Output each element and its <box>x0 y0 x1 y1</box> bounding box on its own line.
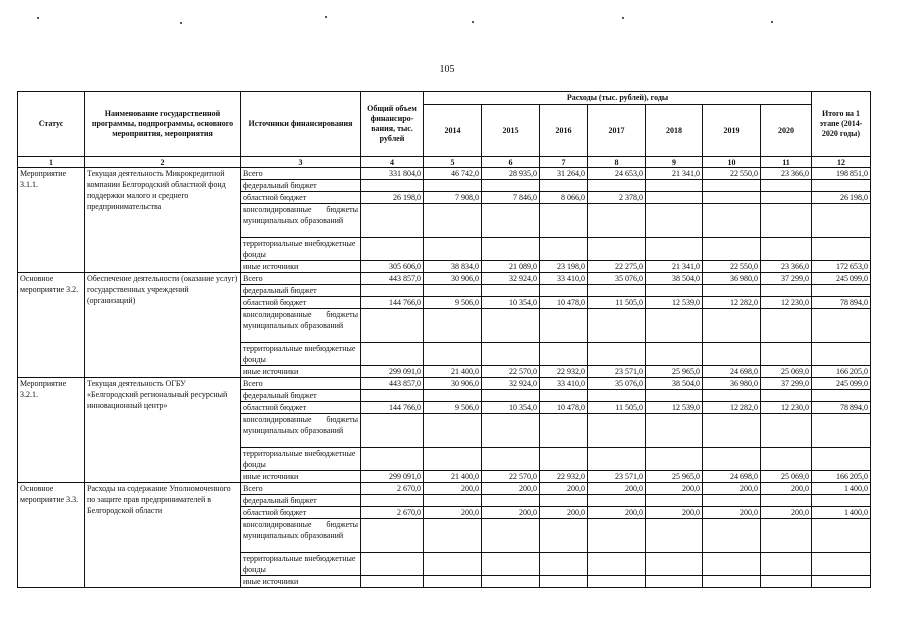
year-value-cell: 36 980,0 <box>703 273 761 285</box>
year-value-cell <box>588 576 646 588</box>
column-number: 9 <box>646 157 703 168</box>
year-value-cell: 200,0 <box>540 483 588 495</box>
year-value-cell: 21 341,0 <box>646 261 703 273</box>
budget-table-wrapper <box>17 91 871 588</box>
source-federal-cell: федеральный бюджет <box>241 495 361 507</box>
source-municipal-cell: консолидированные бюджеты муниципальных образований <box>241 204 361 238</box>
column-number: 10 <box>703 157 761 168</box>
year-value-cell: 12 230,0 <box>761 402 812 414</box>
total-value-cell <box>361 519 424 553</box>
source-territorial-cell: территориальные внебюджетные фонды <box>241 448 361 471</box>
year-value-cell <box>703 390 761 402</box>
column-number: 2 <box>85 157 241 168</box>
itogo-value-cell <box>812 519 871 553</box>
header-year: 2017 <box>588 105 646 157</box>
year-value-cell: 200,0 <box>761 483 812 495</box>
year-value-cell: 200,0 <box>588 507 646 519</box>
year-value-cell: 25 965,0 <box>646 471 703 483</box>
status-cell: Мероприятие 3.1.1. <box>18 168 85 273</box>
column-number: 5 <box>424 157 482 168</box>
year-value-cell <box>761 238 812 261</box>
year-value-cell: 35 076,0 <box>588 378 646 390</box>
year-value-cell: 10 354,0 <box>482 402 540 414</box>
source-vsego-cell: Всего <box>241 378 361 390</box>
itogo-value-cell <box>812 204 871 238</box>
year-value-cell <box>482 390 540 402</box>
source-vsego-cell: Всего <box>241 168 361 180</box>
year-value-cell: 10 354,0 <box>482 297 540 309</box>
total-value-cell <box>361 238 424 261</box>
year-value-cell <box>424 448 482 471</box>
source-oblast-cell: областной бюджет <box>241 507 361 519</box>
year-value-cell: 12 539,0 <box>646 297 703 309</box>
year-value-cell: 12 230,0 <box>761 297 812 309</box>
total-value-cell <box>361 414 424 448</box>
year-value-cell <box>424 495 482 507</box>
year-value-cell: 2 378,0 <box>588 192 646 204</box>
table-row <box>18 168 871 180</box>
total-value-cell <box>361 285 424 297</box>
year-value-cell: 33 410,0 <box>540 273 588 285</box>
scan-speck <box>37 17 39 19</box>
year-value-cell <box>761 204 812 238</box>
itogo-value-cell: 245 099,0 <box>812 273 871 285</box>
source-federal-cell: федеральный бюджет <box>241 180 361 192</box>
year-value-cell <box>703 448 761 471</box>
total-value-cell: 144 766,0 <box>361 297 424 309</box>
year-value-cell: 23 366,0 <box>761 168 812 180</box>
year-value-cell: 21 341,0 <box>646 168 703 180</box>
year-value-cell <box>540 414 588 448</box>
year-value-cell: 23 571,0 <box>588 366 646 378</box>
year-value-cell: 200,0 <box>482 483 540 495</box>
column-number: 1 <box>18 157 85 168</box>
year-value-cell <box>540 448 588 471</box>
itogo-value-cell <box>812 238 871 261</box>
year-value-cell <box>646 238 703 261</box>
scan-speck <box>472 21 474 23</box>
year-value-cell: 200,0 <box>703 507 761 519</box>
year-value-cell: 22 550,0 <box>703 168 761 180</box>
year-value-cell: 37 299,0 <box>761 378 812 390</box>
page-number: 105 <box>439 64 455 75</box>
year-value-cell <box>588 390 646 402</box>
year-value-cell <box>424 414 482 448</box>
year-value-cell <box>703 192 761 204</box>
year-value-cell <box>482 414 540 448</box>
column-number: 4 <box>361 157 424 168</box>
year-value-cell <box>482 238 540 261</box>
status-cell: Основное мероприятие 3.3. <box>18 483 85 588</box>
year-value-cell <box>761 519 812 553</box>
scan-speck <box>771 21 773 23</box>
year-value-cell <box>540 576 588 588</box>
total-value-cell <box>361 204 424 238</box>
source-territorial-cell: территориальные внебюджетные фонды <box>241 343 361 366</box>
year-value-cell <box>424 180 482 192</box>
source-federal-cell: федеральный бюджет <box>241 390 361 402</box>
year-value-cell: 12 282,0 <box>703 297 761 309</box>
activity-name-cell: Текущая деятельность Микрокредитной компании Белгородский областной фонд поддержки малого и среднего предпринимательства <box>85 168 241 273</box>
year-value-cell <box>761 576 812 588</box>
year-value-cell <box>646 204 703 238</box>
total-value-cell <box>361 448 424 471</box>
year-value-cell: 200,0 <box>646 507 703 519</box>
year-value-cell: 25 069,0 <box>761 366 812 378</box>
year-value-cell: 22 550,0 <box>703 261 761 273</box>
total-value-cell <box>361 180 424 192</box>
year-value-cell: 36 980,0 <box>703 378 761 390</box>
year-value-cell: 33 410,0 <box>540 378 588 390</box>
budget-table-body <box>18 168 871 588</box>
total-value-cell: 2 670,0 <box>361 483 424 495</box>
year-value-cell <box>424 576 482 588</box>
year-value-cell <box>588 495 646 507</box>
total-value-cell: 443 857,0 <box>361 378 424 390</box>
header-itogo: Итого на 1 этапе (2014-2020 годы) <box>812 92 871 157</box>
header-status: Статус <box>18 92 85 157</box>
year-value-cell <box>588 519 646 553</box>
source-vsego-cell: Всего <box>241 483 361 495</box>
itogo-value-cell: 166 205,0 <box>812 471 871 483</box>
year-value-cell <box>482 553 540 576</box>
itogo-value-cell <box>812 553 871 576</box>
header-year: 2015 <box>482 105 540 157</box>
source-municipal-cell: консолидированные бюджеты муниципальных образований <box>241 519 361 553</box>
year-value-cell <box>588 309 646 343</box>
itogo-value-cell: 78 894,0 <box>812 402 871 414</box>
total-value-cell: 299 091,0 <box>361 471 424 483</box>
year-value-cell <box>703 495 761 507</box>
year-value-cell: 35 076,0 <box>588 273 646 285</box>
itogo-value-cell <box>812 414 871 448</box>
year-value-cell <box>646 495 703 507</box>
year-value-cell <box>540 343 588 366</box>
year-value-cell <box>703 343 761 366</box>
year-value-cell: 31 264,0 <box>540 168 588 180</box>
year-value-cell: 30 906,0 <box>424 378 482 390</box>
header-sources: Источники финансирования <box>241 92 361 157</box>
itogo-value-cell <box>812 576 871 588</box>
year-value-cell <box>588 204 646 238</box>
year-value-cell <box>646 519 703 553</box>
source-other-cell: иные источники <box>241 471 361 483</box>
year-value-cell: 7 908,0 <box>424 192 482 204</box>
year-value-cell <box>482 180 540 192</box>
itogo-value-cell <box>812 495 871 507</box>
header-name: Наименование государственной программы, подпрограммы, основного мероприятия, мероприятия <box>85 92 241 157</box>
year-value-cell: 25 965,0 <box>646 366 703 378</box>
year-value-cell <box>703 180 761 192</box>
status-cell: Мероприятие 3.2.1. <box>18 378 85 483</box>
year-value-cell <box>424 238 482 261</box>
year-value-cell: 11 505,0 <box>588 297 646 309</box>
year-value-cell <box>646 180 703 192</box>
source-other-cell: иные источники <box>241 261 361 273</box>
year-value-cell <box>540 238 588 261</box>
itogo-value-cell: 78 894,0 <box>812 297 871 309</box>
scan-speck <box>622 17 624 19</box>
budget-table <box>17 91 871 588</box>
year-value-cell: 37 299,0 <box>761 273 812 285</box>
year-value-cell: 23 571,0 <box>588 471 646 483</box>
total-value-cell <box>361 553 424 576</box>
year-value-cell <box>761 285 812 297</box>
scan-speck <box>180 22 182 24</box>
year-value-cell: 200,0 <box>703 483 761 495</box>
year-value-cell <box>703 285 761 297</box>
activity-name-cell: Обеспечение деятельности (оказание услуг) государственных учреждений (организаций) <box>85 273 241 378</box>
year-value-cell <box>588 238 646 261</box>
year-value-cell <box>588 343 646 366</box>
year-value-cell <box>703 553 761 576</box>
year-value-cell <box>761 414 812 448</box>
year-value-cell <box>761 343 812 366</box>
year-value-cell: 200,0 <box>646 483 703 495</box>
itogo-value-cell <box>812 285 871 297</box>
year-value-cell: 46 742,0 <box>424 168 482 180</box>
table-row <box>18 483 871 495</box>
scan-speck <box>325 16 327 18</box>
year-value-cell: 21 400,0 <box>424 366 482 378</box>
year-value-cell <box>703 414 761 448</box>
year-value-cell <box>646 390 703 402</box>
year-value-cell <box>703 519 761 553</box>
itogo-value-cell: 198 851,0 <box>812 168 871 180</box>
column-number: 6 <box>482 157 540 168</box>
year-value-cell <box>540 519 588 553</box>
year-value-cell: 24 698,0 <box>703 366 761 378</box>
total-value-cell <box>361 576 424 588</box>
year-value-cell <box>482 285 540 297</box>
year-value-cell <box>424 285 482 297</box>
header-expenses: Расходы (тыс. рублей), годы <box>424 92 812 105</box>
year-value-cell <box>424 343 482 366</box>
activity-name-cell: Текущая деятельность ОГБУ «Белгородский региональный ресурсный инновационный центр» <box>85 378 241 483</box>
year-value-cell <box>761 495 812 507</box>
year-value-cell: 200,0 <box>424 507 482 519</box>
year-value-cell: 32 924,0 <box>482 378 540 390</box>
year-value-cell <box>540 285 588 297</box>
year-value-cell: 23 366,0 <box>761 261 812 273</box>
year-value-cell: 38 834,0 <box>424 261 482 273</box>
total-value-cell: 2 670,0 <box>361 507 424 519</box>
table-row <box>18 273 871 285</box>
year-value-cell <box>703 576 761 588</box>
year-value-cell <box>646 414 703 448</box>
source-territorial-cell: территориальные внебюджетные фонды <box>241 553 361 576</box>
year-value-cell: 8 066,0 <box>540 192 588 204</box>
year-value-cell <box>424 309 482 343</box>
year-value-cell <box>588 414 646 448</box>
header-year: 2020 <box>761 105 812 157</box>
year-value-cell: 22 570,0 <box>482 366 540 378</box>
year-value-cell <box>761 448 812 471</box>
header-year: 2016 <box>540 105 588 157</box>
total-value-cell <box>361 390 424 402</box>
year-value-cell <box>482 576 540 588</box>
year-value-cell <box>482 495 540 507</box>
year-value-cell: 32 924,0 <box>482 273 540 285</box>
itogo-value-cell: 172 653,0 <box>812 261 871 273</box>
source-other-cell: иные источники <box>241 366 361 378</box>
year-value-cell <box>424 519 482 553</box>
year-value-cell <box>482 448 540 471</box>
year-value-cell <box>424 553 482 576</box>
source-federal-cell: федеральный бюджет <box>241 285 361 297</box>
year-value-cell: 22 275,0 <box>588 261 646 273</box>
year-value-cell <box>703 309 761 343</box>
total-value-cell: 144 766,0 <box>361 402 424 414</box>
year-value-cell <box>646 343 703 366</box>
itogo-value-cell: 26 198,0 <box>812 192 871 204</box>
column-number: 12 <box>812 157 871 168</box>
year-value-cell: 200,0 <box>588 483 646 495</box>
itogo-value-cell <box>812 180 871 192</box>
year-value-cell: 38 504,0 <box>646 378 703 390</box>
year-value-cell: 200,0 <box>761 507 812 519</box>
total-value-cell: 443 857,0 <box>361 273 424 285</box>
year-value-cell: 25 069,0 <box>761 471 812 483</box>
year-value-cell <box>646 576 703 588</box>
year-value-cell: 21 089,0 <box>482 261 540 273</box>
year-value-cell: 30 906,0 <box>424 273 482 285</box>
year-value-cell <box>482 204 540 238</box>
year-value-cell <box>761 192 812 204</box>
year-value-cell <box>761 309 812 343</box>
year-value-cell: 10 478,0 <box>540 402 588 414</box>
year-value-cell <box>588 448 646 471</box>
itogo-value-cell <box>812 343 871 366</box>
year-value-cell: 22 932,0 <box>540 366 588 378</box>
total-value-cell: 299 091,0 <box>361 366 424 378</box>
total-value-cell: 331 804,0 <box>361 168 424 180</box>
year-value-cell <box>646 285 703 297</box>
itogo-value-cell <box>812 448 871 471</box>
source-oblast-cell: областной бюджет <box>241 402 361 414</box>
year-value-cell: 22 932,0 <box>540 471 588 483</box>
itogo-value-cell: 1 400,0 <box>812 483 871 495</box>
year-value-cell: 7 846,0 <box>482 192 540 204</box>
year-value-cell <box>540 495 588 507</box>
year-value-cell <box>482 309 540 343</box>
year-value-cell <box>424 390 482 402</box>
header-total: Общий объем финансиро-вания, тыс. рублей <box>361 92 424 157</box>
year-value-cell <box>588 180 646 192</box>
year-value-cell <box>646 553 703 576</box>
year-value-cell <box>703 204 761 238</box>
year-value-cell: 200,0 <box>540 507 588 519</box>
source-other-cell: иные источники <box>241 576 361 588</box>
year-value-cell: 38 504,0 <box>646 273 703 285</box>
year-value-cell: 12 539,0 <box>646 402 703 414</box>
year-value-cell <box>646 192 703 204</box>
column-number: 7 <box>540 157 588 168</box>
year-value-cell <box>540 553 588 576</box>
year-value-cell: 11 505,0 <box>588 402 646 414</box>
itogo-value-cell: 1 400,0 <box>812 507 871 519</box>
year-value-cell <box>482 519 540 553</box>
year-value-cell <box>646 448 703 471</box>
table-row <box>18 378 871 390</box>
header-year: 2018 <box>646 105 703 157</box>
source-municipal-cell: консолидированные бюджеты муниципальных образований <box>241 414 361 448</box>
year-value-cell: 23 198,0 <box>540 261 588 273</box>
itogo-value-cell: 166 205,0 <box>812 366 871 378</box>
year-value-cell: 200,0 <box>424 483 482 495</box>
header-year: 2014 <box>424 105 482 157</box>
year-value-cell: 21 400,0 <box>424 471 482 483</box>
source-territorial-cell: территориальные внебюджетные фонды <box>241 238 361 261</box>
year-value-cell: 28 935,0 <box>482 168 540 180</box>
source-oblast-cell: областной бюджет <box>241 297 361 309</box>
header-year: 2019 <box>703 105 761 157</box>
source-oblast-cell: областной бюджет <box>241 192 361 204</box>
year-value-cell: 200,0 <box>482 507 540 519</box>
source-municipal-cell: консолидированные бюджеты муниципальных образований <box>241 309 361 343</box>
itogo-value-cell <box>812 390 871 402</box>
year-value-cell: 10 478,0 <box>540 297 588 309</box>
total-value-cell: 26 198,0 <box>361 192 424 204</box>
year-value-cell <box>588 285 646 297</box>
column-number: 11 <box>761 157 812 168</box>
year-value-cell: 12 282,0 <box>703 402 761 414</box>
column-number: 3 <box>241 157 361 168</box>
year-value-cell <box>482 343 540 366</box>
year-value-cell <box>540 180 588 192</box>
year-value-cell <box>761 180 812 192</box>
total-value-cell <box>361 495 424 507</box>
total-value-cell: 305 606,0 <box>361 261 424 273</box>
status-cell: Основное мероприятие 3.2. <box>18 273 85 378</box>
year-value-cell <box>424 204 482 238</box>
year-value-cell <box>761 390 812 402</box>
year-value-cell: 9 506,0 <box>424 297 482 309</box>
year-value-cell: 9 506,0 <box>424 402 482 414</box>
total-value-cell <box>361 343 424 366</box>
year-value-cell: 24 698,0 <box>703 471 761 483</box>
year-value-cell <box>540 390 588 402</box>
year-value-cell: 24 653,0 <box>588 168 646 180</box>
year-value-cell <box>540 204 588 238</box>
itogo-value-cell: 245 099,0 <box>812 378 871 390</box>
total-value-cell <box>361 309 424 343</box>
year-value-cell <box>646 309 703 343</box>
itogo-value-cell <box>812 309 871 343</box>
year-value-cell <box>703 238 761 261</box>
year-value-cell: 22 570,0 <box>482 471 540 483</box>
year-value-cell <box>761 553 812 576</box>
year-value-cell <box>540 309 588 343</box>
year-value-cell <box>588 553 646 576</box>
source-vsego-cell: Всего <box>241 273 361 285</box>
activity-name-cell: Расходы на содержание Уполномоченного по защите прав предпринимателей в Белгородской области <box>85 483 241 588</box>
column-number: 8 <box>588 157 646 168</box>
